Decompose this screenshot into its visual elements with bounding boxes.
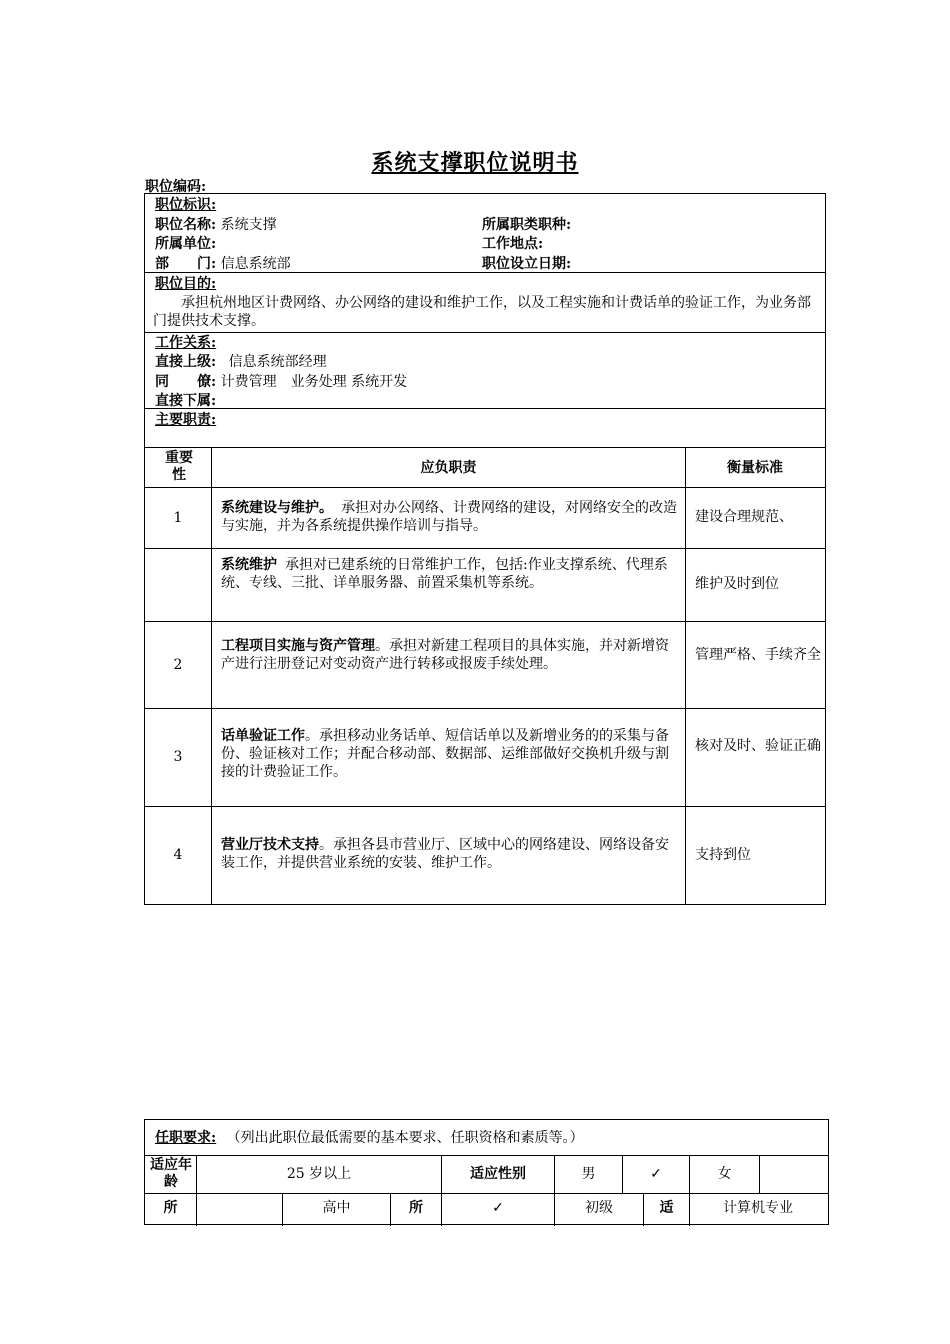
- divider: [145, 332, 825, 333]
- identity-section-label: 职位标识:: [155, 197, 217, 213]
- duty-row-importance: 2: [173, 656, 183, 673]
- header-measure: 衡量标准: [727, 460, 783, 476]
- duty-row-measure: 核对及时、验证正确: [695, 738, 821, 754]
- department-row: [155, 255, 291, 273]
- age-value: 25 岁以上: [286, 1165, 352, 1182]
- peers-value: 计费管理 业务处理 系统开发: [220, 374, 408, 390]
- duty-row-importance: 4: [173, 847, 183, 863]
- duty-text: 。承担各县市营业厅、区域中心的网络建设、网络设备安装工作，并提供营业系统的安装、维护工作。: [221, 837, 669, 871]
- requirements-section-label: 任职要求:: [155, 1130, 217, 1146]
- relations-section-label: 工作关系:: [155, 335, 217, 351]
- duty-title: 工程项目实施与资产管理: [221, 638, 375, 654]
- requirements-table: [144, 1119, 829, 1225]
- duty-row-description: [221, 637, 677, 673]
- header-duty: 应负职责: [420, 460, 477, 476]
- superior-value: 信息系统部经理: [228, 354, 327, 370]
- document-title: 系统支撑职位说明书: [371, 150, 579, 176]
- duty-title: 系统维护: [221, 557, 277, 573]
- requirements-header: [155, 1129, 584, 1147]
- duties-section-label: 主要职责:: [155, 412, 217, 428]
- category-label: 所属职类职种:: [482, 217, 572, 233]
- duty-row-measure: 管理严格、手续齐全: [695, 647, 821, 663]
- location-label: 工作地点:: [482, 236, 544, 252]
- title-label: 所: [409, 1200, 423, 1216]
- duty-title: 营业厅技术支持: [221, 837, 319, 853]
- major-label: 适: [659, 1200, 674, 1216]
- education-value: 高中: [322, 1200, 351, 1216]
- column-divider: [211, 447, 212, 904]
- header-importance: 重要性: [165, 450, 193, 483]
- duty-row-description: [221, 727, 677, 781]
- superior-row: [155, 353, 327, 371]
- requirements-note: （列出此职位最低需要的基本要求、任职资格和素质等。）: [226, 1130, 584, 1146]
- duty-title: 系统建设与维护。: [221, 500, 333, 516]
- established-date-label: 职位设立日期:: [482, 256, 572, 272]
- row-divider: [145, 621, 825, 622]
- peers-row: [155, 373, 407, 391]
- department-value: 信息系统部: [220, 256, 291, 272]
- position-name-value: 系统支撑: [220, 217, 277, 233]
- major-value: 计算机专业: [723, 1200, 793, 1216]
- education-label: 所: [163, 1200, 178, 1216]
- job-description-table: [144, 193, 826, 905]
- duty-title: 话单验证工作: [221, 728, 305, 744]
- position-name-label: 职位名称:: [155, 217, 217, 233]
- row-divider: [145, 548, 825, 549]
- duty-row-description: [221, 556, 677, 592]
- duty-row-measure: 支持到位: [695, 847, 751, 863]
- row-divider: [145, 806, 825, 807]
- duty-row-importance: 1: [173, 509, 183, 526]
- row-divider: [145, 708, 825, 709]
- purpose-section-label: 职位目的:: [155, 276, 217, 292]
- gender-female: 女: [717, 1165, 732, 1182]
- column-divider: [685, 447, 686, 904]
- duty-text: 。承担移动业务话单、短信话单以及新增业务的的采集与备份、验证核对工作；并配合移动部、数据部、运维部做好交换机升级与割接的计费验证工作。: [221, 728, 669, 780]
- gender-label: 适应性别: [470, 1165, 526, 1182]
- peers-label: 同 僚:: [155, 374, 217, 390]
- unit-label: 所属单位:: [155, 236, 217, 252]
- duty-text: 。承担对新建工程项目的具体实施，并对新增资产进行注册登记对变动资产进行转移或报废手续处理。: [221, 638, 669, 672]
- purpose-text: 承担杭州地区计费网络、办公网络的建设和维护工作，以及工程实施和计费话单的验证工作，为业务部门提供技术支撑。: [153, 295, 811, 329]
- column-divider: [759, 1155, 760, 1193]
- duty-row-measure: 建设合理规范、: [695, 509, 793, 525]
- duty-row-importance: [145, 548, 211, 621]
- department-label: 部 门:: [155, 256, 217, 272]
- row-divider: [145, 487, 825, 488]
- column-divider: [196, 1193, 197, 1226]
- position-code-label: 职位编码:: [145, 179, 207, 195]
- gender-male: 男: [581, 1165, 596, 1182]
- duty-row-description: [221, 836, 677, 872]
- duty-text: 承担对办公网络、计费网络的建设，对网络安全的改造与实施，并为各系统提供操作培训与指导。: [221, 500, 677, 534]
- superior-label: 直接上级:: [155, 354, 217, 370]
- duty-row-description: [221, 499, 677, 535]
- age-label: 适应年龄: [150, 1157, 192, 1190]
- title-value: 初级: [585, 1200, 613, 1216]
- divider: [145, 408, 825, 409]
- duty-row-importance: 3: [173, 749, 183, 765]
- title-check-mark: ✓: [492, 1200, 504, 1216]
- male-check-mark: ✓: [650, 1165, 662, 1182]
- subordinate-label: 直接下属:: [155, 393, 217, 409]
- divider: [145, 272, 825, 273]
- position-name-row: [155, 216, 277, 234]
- duty-text: 承担对已建系统的日常维护工作，包括:作业支撑系统、代理系统、专线、三批、详单服务器、前置采集机等系统。: [221, 557, 668, 591]
- duty-row-measure: 维护及时到位: [695, 576, 779, 592]
